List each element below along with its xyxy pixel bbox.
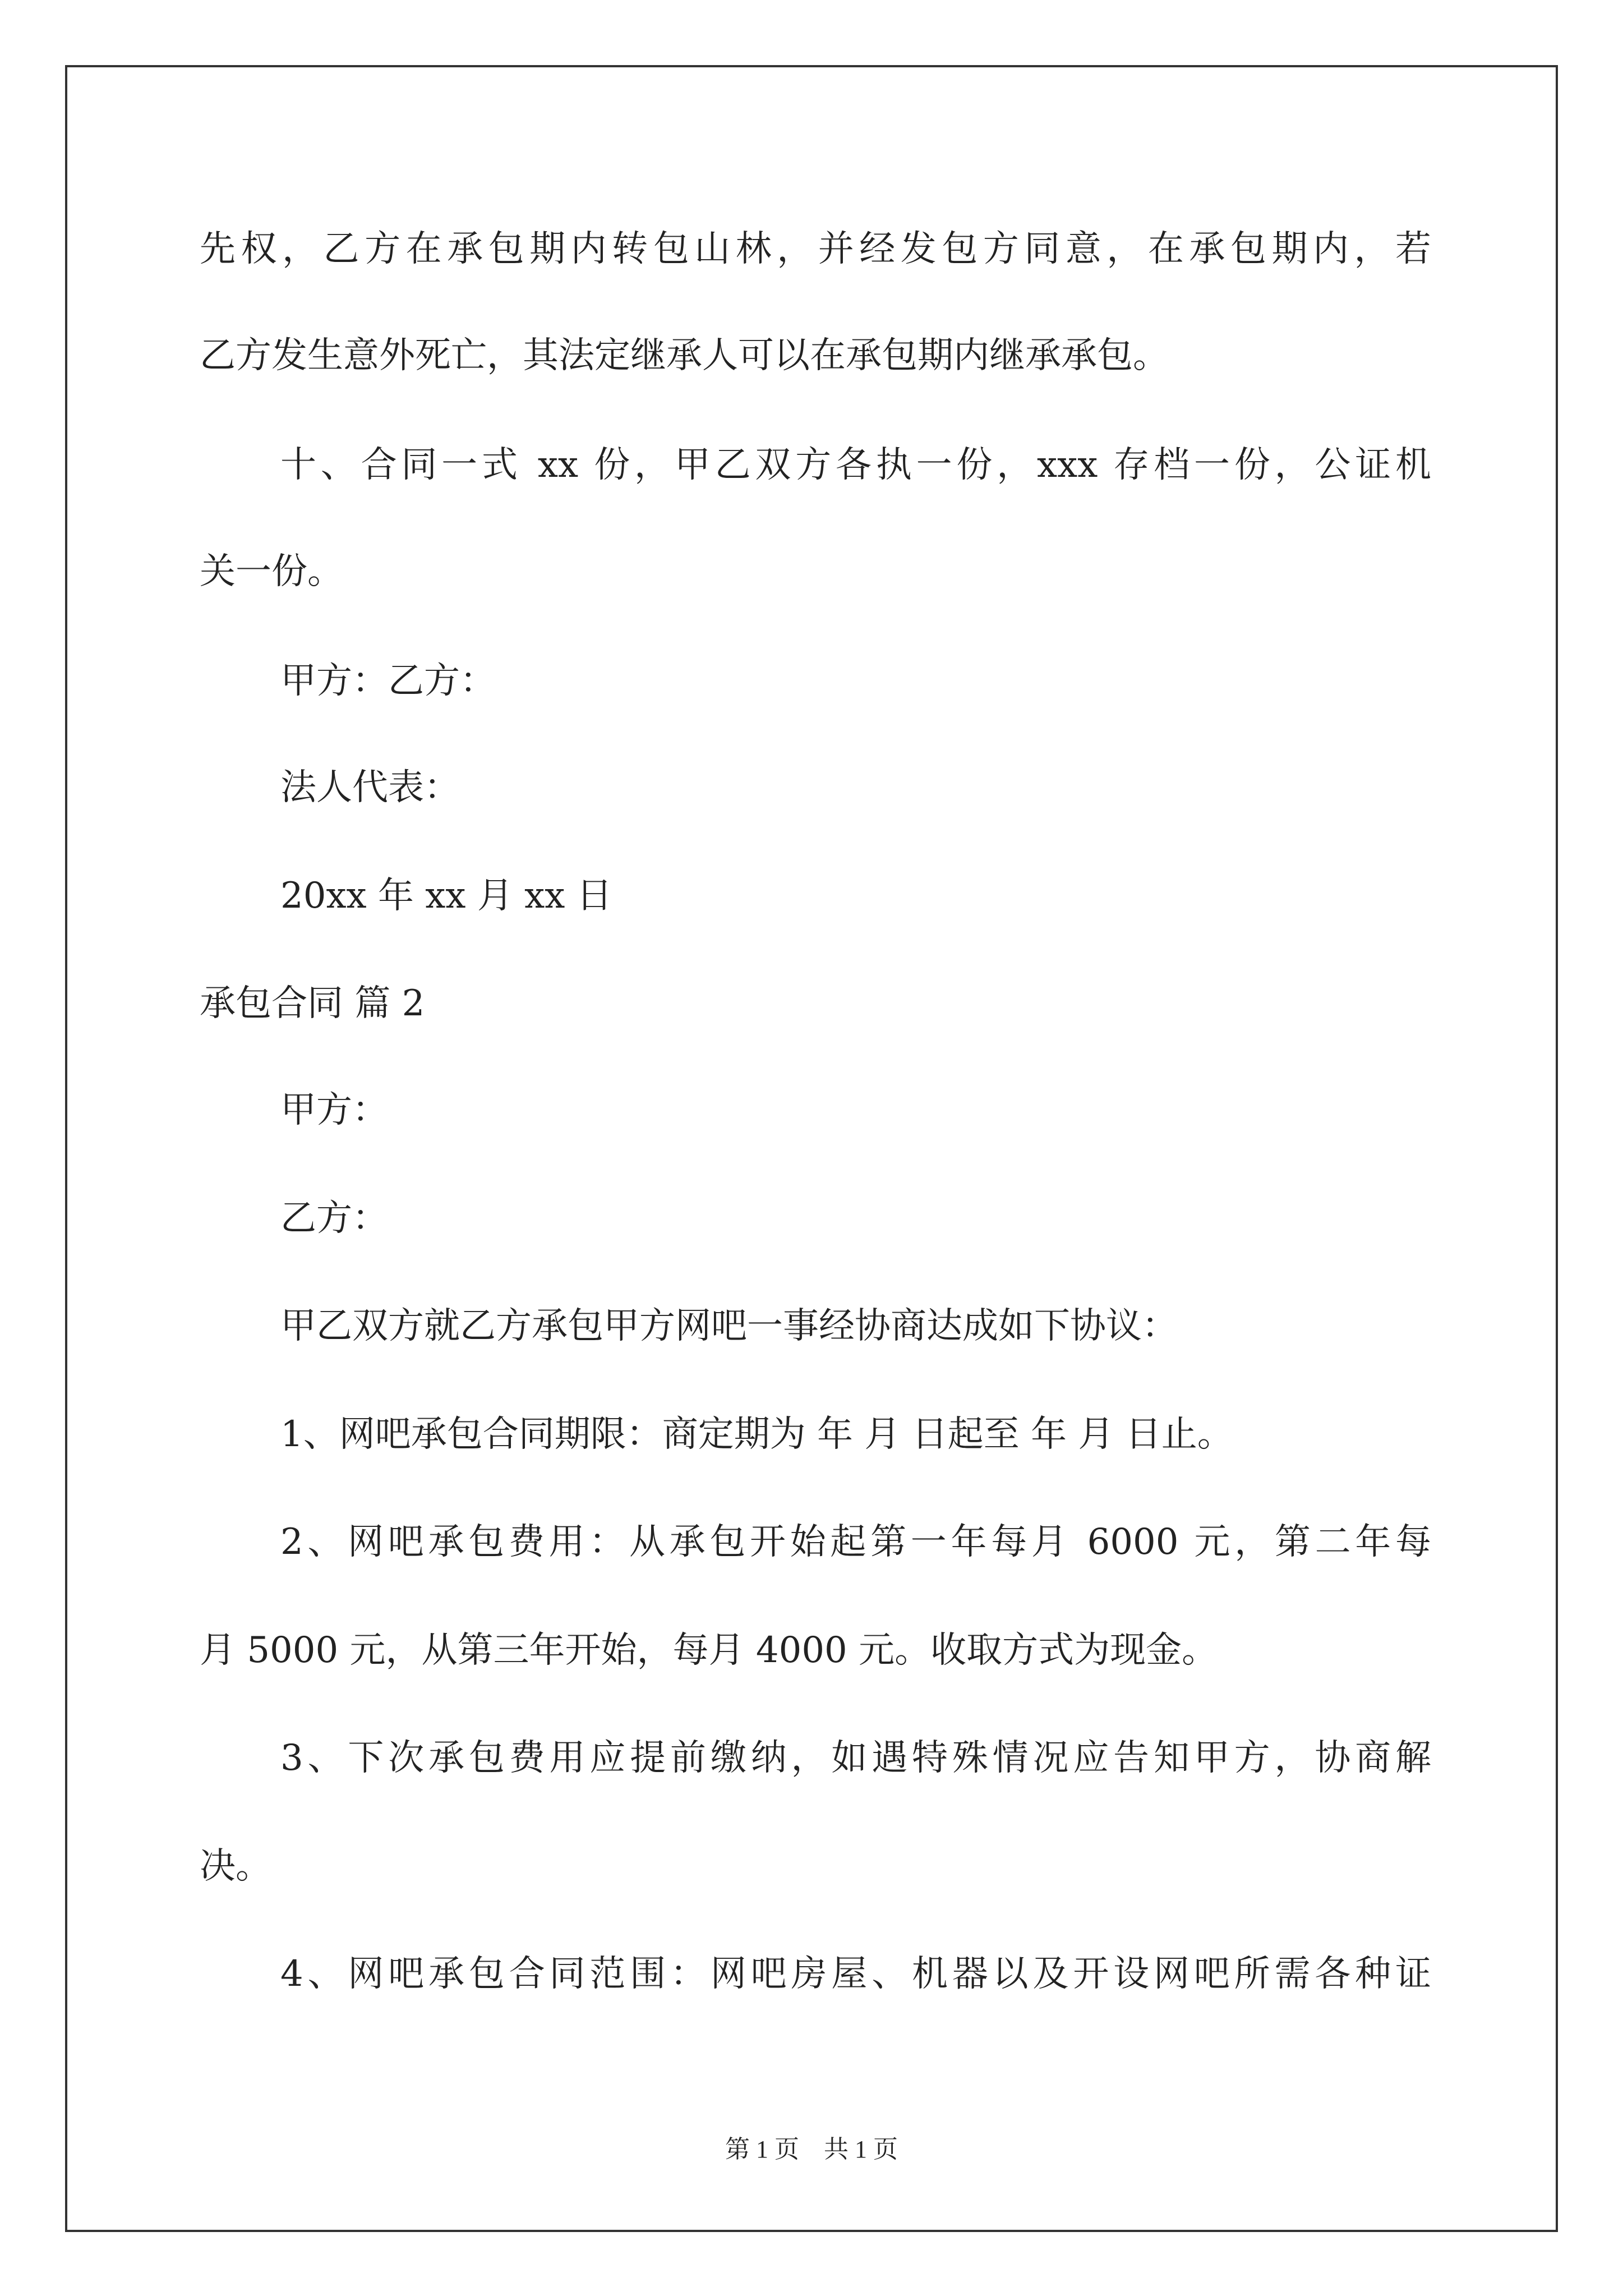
clause-line: 决。	[200, 1846, 271, 1887]
paragraph-line: 关一份。	[200, 551, 343, 592]
party-a-line: 甲方：	[280, 1089, 388, 1131]
clause-line: 4、网吧承包合同范围：网吧房屋、机器以及开设网吧所需各种证	[280, 1953, 1431, 1995]
legal-representative-line: 法人代表：	[280, 767, 460, 808]
date-line: 20xx 年 xx 月 xx 日	[280, 875, 612, 917]
paragraph-line: 十、合同一式 xx 份，甲乙双方各执一份，xxx 存档一份，公证机	[280, 444, 1431, 486]
paragraph-line: 乙方发生意外死亡，其法定继承人可以在承包期内继承承包。	[200, 335, 1169, 376]
clause-line: 1、网吧承包合同期限：商定期为 年 月 日起至 年 月 日止。	[280, 1414, 1233, 1455]
page-border	[65, 65, 1558, 2232]
page-footer: 第 1 页 共 1 页	[725, 2136, 898, 2163]
party-signature-line: 甲方：乙方：	[280, 660, 496, 702]
paragraph-line: 先权，乙方在承包期内转包山林，并经发包方同意，在承包期内，若	[200, 228, 1431, 270]
party-b-line: 乙方：	[280, 1198, 388, 1239]
clause-line: 月 5000 元，从第三年开始，每月 4000 元。收取方式为现金。	[200, 1630, 1218, 1671]
paragraph-line: 甲乙双方就乙方承包甲方网吧一事经协商达成如下协议：	[280, 1305, 1178, 1347]
clause-line: 3、下次承包费用应提前缴纳，如遇特殊情况应告知甲方，协商解	[280, 1737, 1431, 1779]
clause-line: 2、网吧承包费用：从承包开始起第一年每月 6000 元，第二年每	[280, 1521, 1431, 1563]
section-heading: 承包合同 篇 2	[200, 983, 425, 1024]
